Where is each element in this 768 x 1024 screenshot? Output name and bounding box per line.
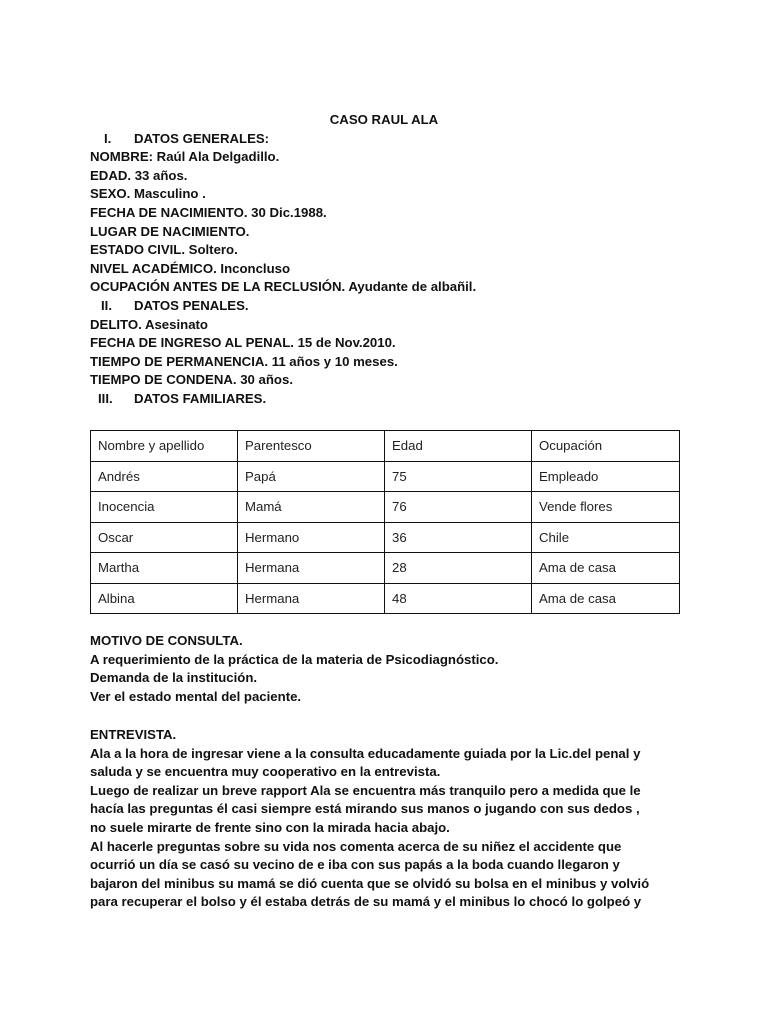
- motivo-section: [90, 632, 690, 706]
- table-row: [91, 583, 680, 614]
- family-table: [90, 430, 680, 614]
- field-tiempo-condena: TIEMPO DE CONDENA. 30 años.: [90, 372, 293, 388]
- field-sexo: SEXO. Masculino .: [90, 186, 206, 202]
- table-row: [91, 522, 680, 553]
- field-tiempo-permanencia: TIEMPO DE PERMANENCIA. 11 años y 10 meses.: [90, 353, 398, 369]
- entrevista-heading: ENTREVISTA.: [90, 727, 177, 742]
- section-label: DATOS GENERALES:: [134, 130, 270, 146]
- field-fecha-ingreso: FECHA DE INGRESO AL PENAL. 15 de Nov.2010.: [90, 335, 396, 351]
- table-cell: Inocencia: [91, 492, 238, 523]
- table-cell: Vende flores: [532, 492, 680, 523]
- table-header-cell: Nombre y apellido: [91, 431, 238, 462]
- section-number: I.: [104, 130, 112, 146]
- table-cell: Oscar: [91, 522, 238, 553]
- table-cell: 28: [385, 553, 532, 584]
- table-header-row: [91, 431, 680, 462]
- entrevista-line: Ala a la hora de ingresar viene a la consulta educadamente guiada por la Lic.del penal y: [90, 745, 641, 761]
- field-lugar-nacimiento: LUGAR DE NACIMIENTO.: [90, 223, 250, 239]
- entrevista-line: bajaron del minibus su mamá se dió cuenta que se olvidó su bolsa en el minibus y volvió: [90, 875, 650, 891]
- motivo-line: Ver el estado mental del paciente.: [90, 688, 302, 704]
- table-cell: Hermana: [238, 553, 385, 584]
- entrevista-line: Luego de realizar un breve rapport Ala se encuentra más tranquilo pero a medida que le: [90, 782, 641, 798]
- datos-block: [90, 111, 476, 409]
- field-edad: EDAD. 33 años.: [90, 167, 188, 183]
- table-header-cell: Ocupación: [532, 431, 680, 462]
- table-cell: Chile: [532, 522, 680, 553]
- field-estado-civil: ESTADO CIVIL. Soltero.: [90, 242, 238, 258]
- motivo-heading: MOTIVO DE CONSULTA.: [90, 633, 243, 648]
- table-row: [91, 492, 680, 523]
- field-nombre: NOMBRE: Raúl Ala Delgadillo.: [90, 149, 280, 165]
- table-row: [91, 553, 680, 584]
- field-ocupacion: OCUPACIÓN ANTES DE LA RECLUSIÓN. Ayudante de albañil.: [90, 279, 477, 295]
- table-header-cell: Edad: [385, 431, 532, 462]
- entrevista-line: para recuperar el bolso y él estaba detrás de su mamá y el minibus lo chocó lo golpeó y: [90, 894, 642, 910]
- table-cell: Albina: [91, 583, 238, 614]
- table-cell: Andrés: [91, 461, 238, 492]
- field-nivel-academico: NIVEL ACADÉMICO. Inconcluso: [90, 260, 291, 276]
- table-cell: Papá: [238, 461, 385, 492]
- table-header-cell: Parentesco: [238, 431, 385, 462]
- motivo-line: A requerimiento de la práctica de la materia de Psicodiagnóstico.: [90, 651, 499, 667]
- motivo-line: Demanda de la institución.: [90, 670, 258, 686]
- table-cell: 75: [385, 461, 532, 492]
- table-cell: Ama de casa: [532, 553, 680, 584]
- entrevista-line: ocurrió un día se casó su vecino de e iba con sus papás a la boda cuando llegaron y: [90, 857, 620, 873]
- table-cell: Hermano: [238, 522, 385, 553]
- section-label: DATOS PENALES.: [134, 297, 249, 313]
- section-heading-penales: [90, 297, 476, 316]
- field-delito: DELITO. Asesinato: [90, 316, 208, 332]
- table-cell: 76: [385, 492, 532, 523]
- entrevista-line: saluda y se encuentra muy cooperativo en la entrevista.: [90, 764, 441, 780]
- table-cell: Ama de casa: [532, 583, 680, 614]
- section-heading-generales: [90, 130, 476, 149]
- entrevista-line: hacía las preguntas él casi siempre está mirando sus manos o jugando con sus dedos ,: [90, 801, 640, 817]
- title-text: CASO RAUL ALA: [329, 112, 439, 127]
- entrevista-line: no suele mirarte de frente sino con la mirada hacia abajo.: [90, 819, 450, 835]
- table-cell: 36: [385, 522, 532, 553]
- table-cell: Hermana: [238, 583, 385, 614]
- entrevista-line: Al hacerle preguntas sobre su vida nos comenta acerca de su niñez el accidente que: [90, 838, 622, 854]
- field-fecha-nacimiento: FECHA DE NACIMIENTO. 30 Dic.1988.: [90, 204, 327, 220]
- section-number: II.: [101, 297, 112, 313]
- entrevista-section: [90, 726, 690, 912]
- section-number: III.: [98, 390, 113, 406]
- section-label: DATOS FAMILIARES.: [134, 390, 267, 406]
- table-row: [91, 461, 680, 492]
- table-cell: Martha: [91, 553, 238, 584]
- section-heading-familiares: [90, 390, 476, 409]
- table-cell: Mamá: [238, 492, 385, 523]
- table-cell: Empleado: [532, 461, 680, 492]
- table-cell: 48: [385, 583, 532, 614]
